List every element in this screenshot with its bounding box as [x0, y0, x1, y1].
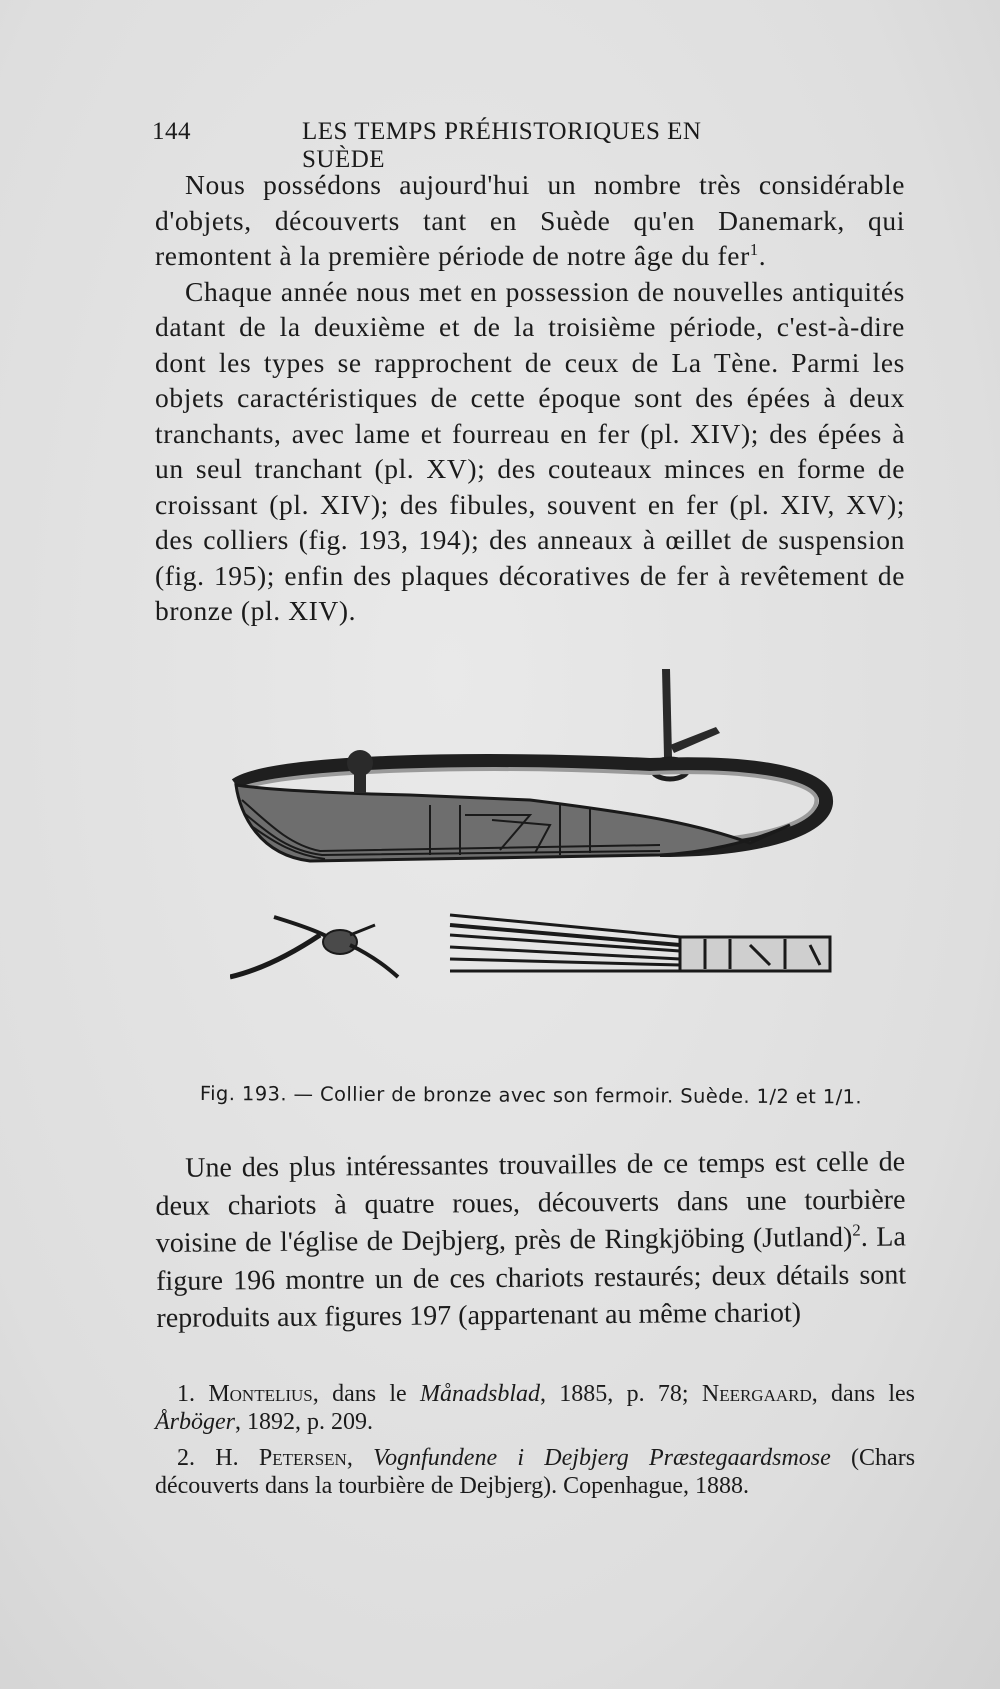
footnote-1: 1. Montelius, dans le Månadsblad, 1885, p. 78; Neergaard, dans les Årböger, 1892, p. 209.	[155, 1381, 916, 1435]
paragraph: Une des plus intéressantes trouvailles de ce temps est celle de deux chariots à quatre roues, découverts dans une tourbière voisine de l'église de Dejbjerg, près de Ringkjöbing (Jutland)$^2$. La figure 196 montre un de ces chariots restaurés; deux détails sont reproduits aux figures 197 (appartenant au même chariot)	[155, 1146, 907, 1334]
body-text-bottom	[155, 1143, 907, 1337]
page-number: 144	[152, 118, 191, 145]
footnote-ref: 2	[852, 1220, 861, 1240]
figure-illustration	[230, 665, 850, 1069]
figure-caption: Fig. 193. — Collier de bronze avec son fermoir. Suède. 1/2 et 1/1.	[199, 1082, 863, 1109]
footnote-ref: 1	[749, 239, 759, 259]
necklace-illustration	[230, 665, 850, 1065]
body-text-top	[155, 167, 905, 629]
paragraph: Nous possédons aujourd'hui un nombre très considérable d'objets, découverts tant en Suède qu'en Danemark, qui remontent à la première période de notre âge du fer$^1$.	[155, 169, 905, 271]
running-title: LES TEMPS PRÉHISTORIQUES EN SUÈDE	[302, 118, 702, 173]
paragraph: Chaque année nous met en possession de nouvelles antiquités datant de la deuxième et de la troisième période, c'est-à-dire dont les types se rapprochent de ceux de La Tène. Parmi les objets caractéristiques de cette époque sont des épées à deux tranchants, avec lame et fourreau en fer (pl. XIV); des épées à un seul tranchant (pl. XV); des couteaux minces en forme de croissant (pl. XIV); des fibules, souvent en fer (pl. XIV, XV); des colliers (fig. 193, 194); des anneaux à œillet de suspension (fig. 195); enfin des plaques décoratives de fer à revêtement de bronze (pl. XIV).	[155, 275, 905, 626]
footnote-2: 2. H. Petersen, Vognfundene i Dejbjerg Præstegaardsmose (Chars découverts dans la tourbière de Dejbjerg). Copenhague, 1888.	[155, 1445, 916, 1499]
footnotes	[155, 1380, 915, 1508]
